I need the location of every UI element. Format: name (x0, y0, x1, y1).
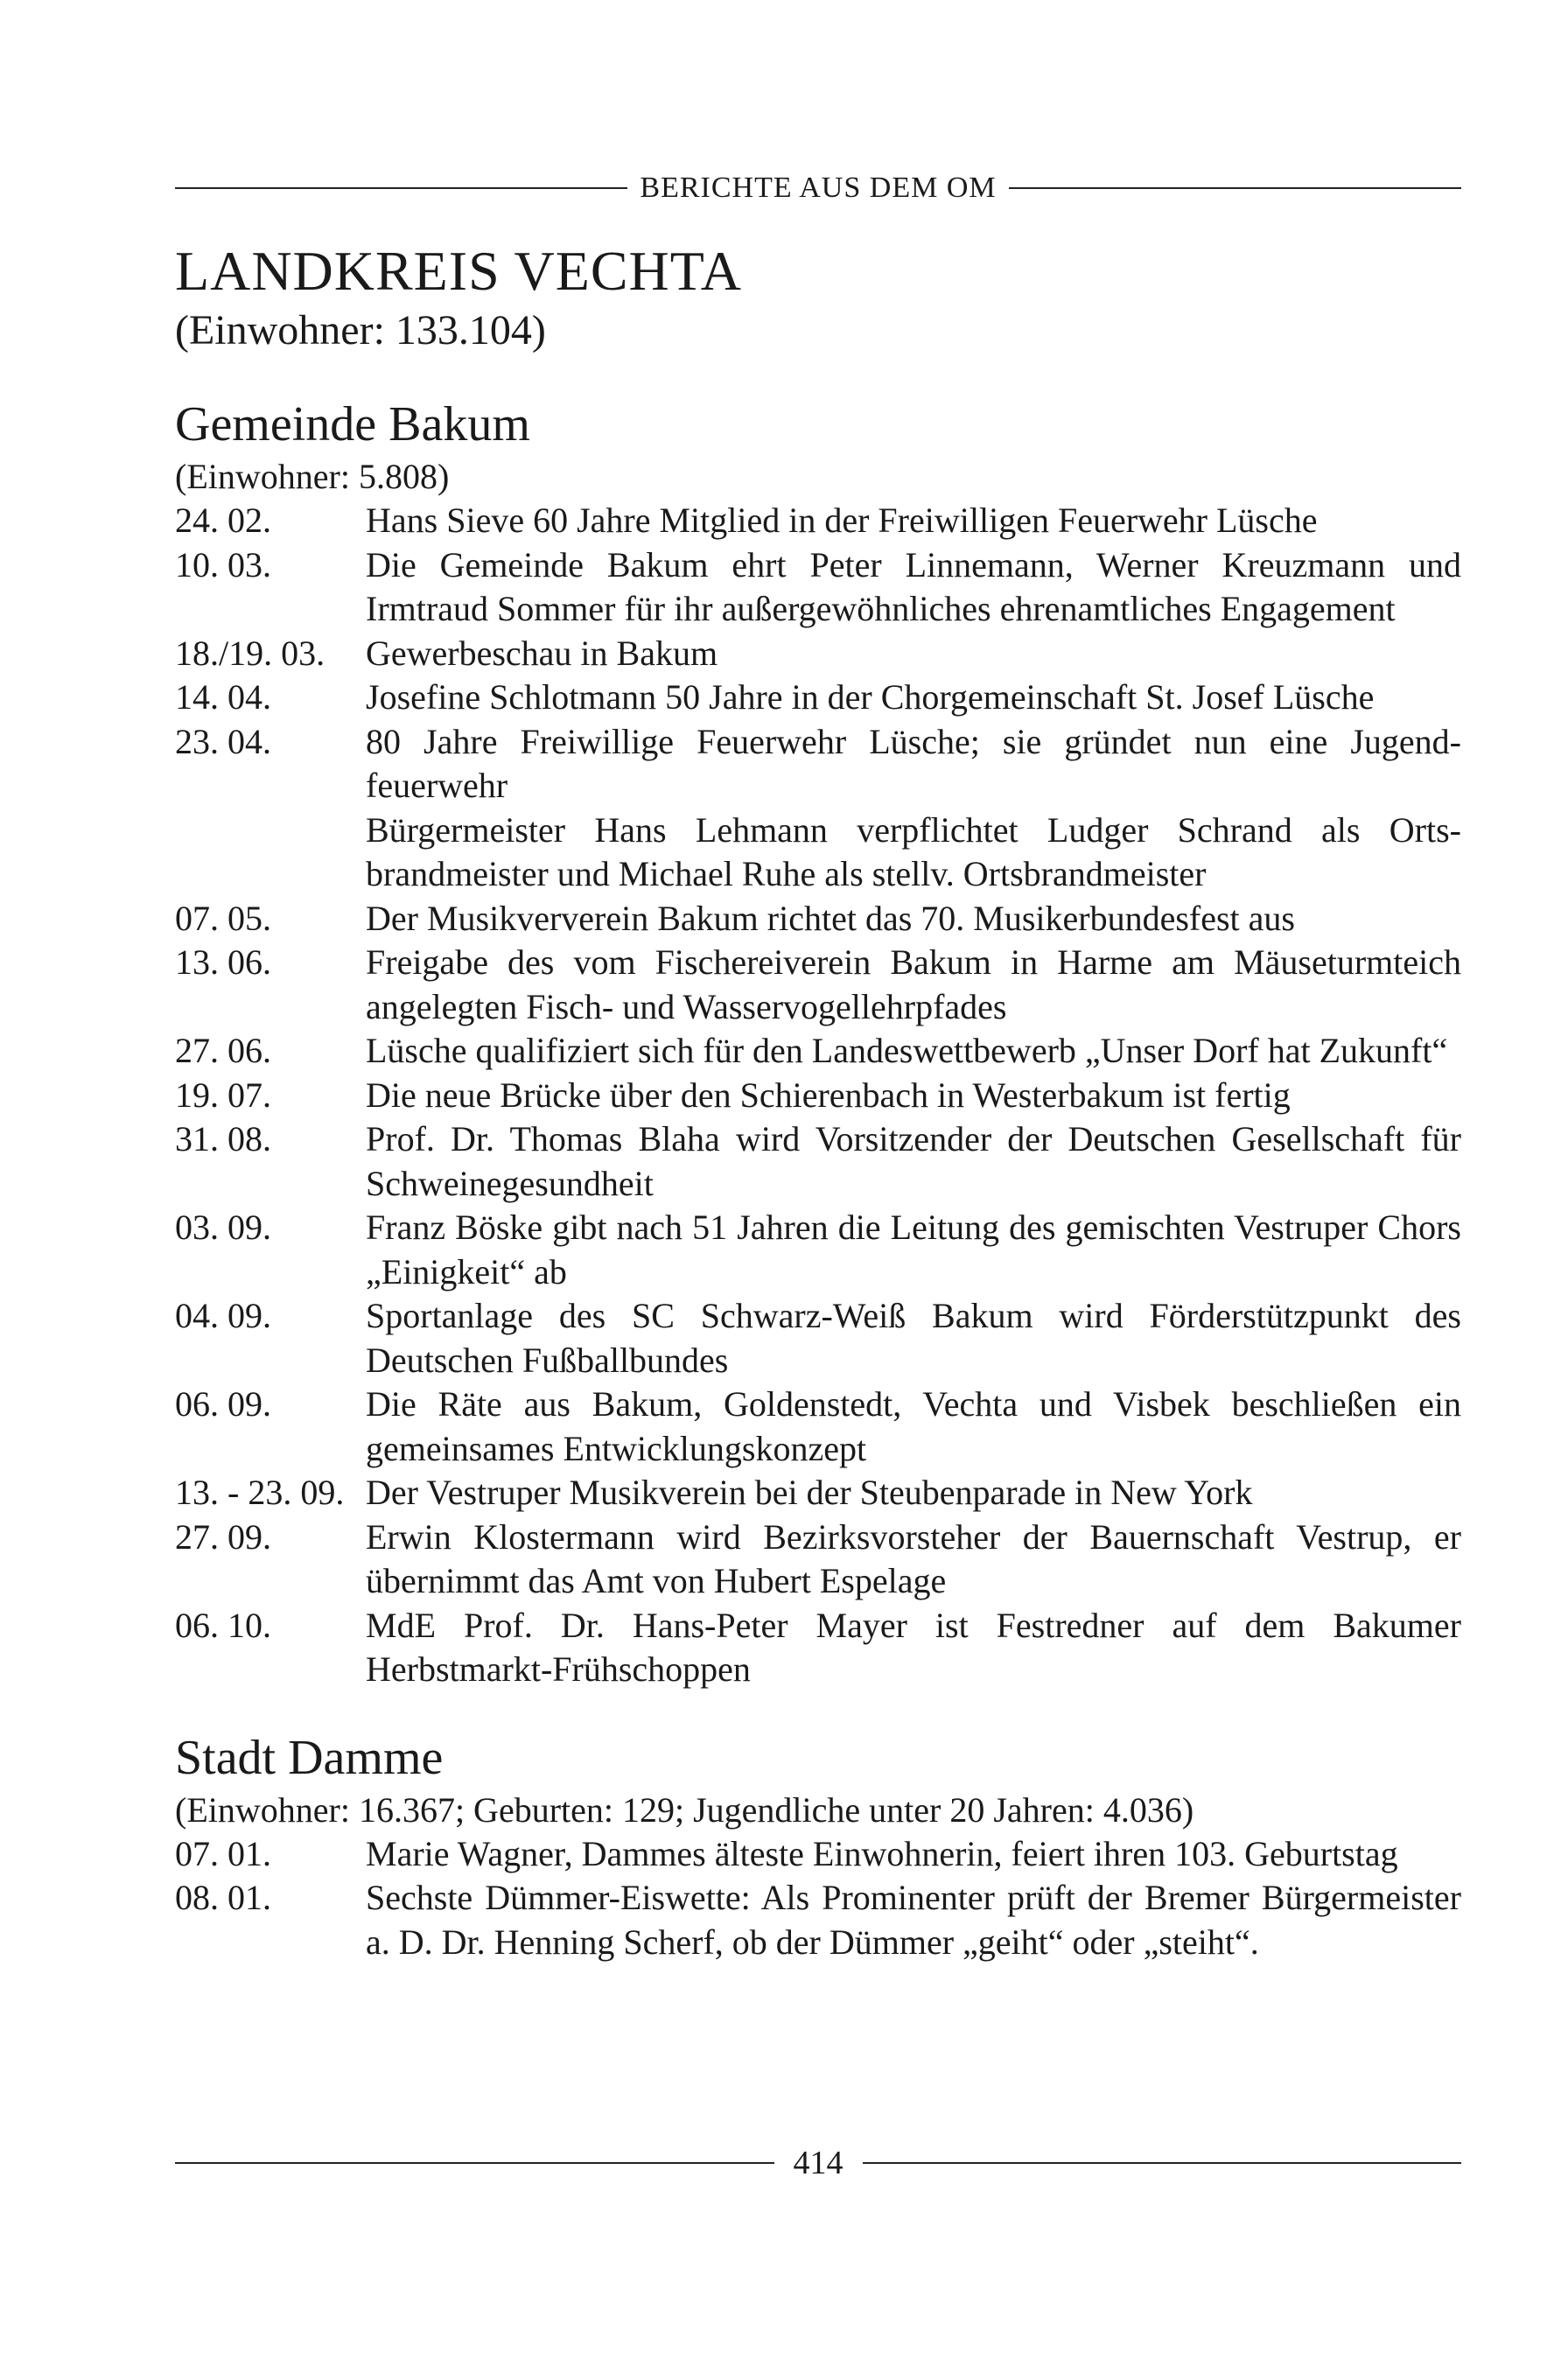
entry-date: 03. 09. (175, 1208, 271, 1247)
entry-text (366, 676, 1461, 720)
chronicle-entry (175, 1832, 1461, 1877)
section-title: Gemeinde Bakum (175, 397, 530, 452)
entry-paragraph: Franz Böske gibt nach 51 Jahren die Leitung des gemischten Vestruper Chors „Einigkeit“ ab (366, 1208, 1461, 1292)
entry-date: 18./19. 03. (175, 633, 326, 673)
entry-paragraph: Freigabe des vom Fischereiverein Bakum in Harme am Mäuseturmteich angelegten Fisch- und Wasservogellehrpfades (366, 942, 1461, 1026)
entry-paragraph: 80 Jahre Freiwillige Feuerwehr Lüsche; sie gründet nun eine Jugendfeuerwehr (366, 721, 1461, 805)
sections-container (175, 394, 1461, 1964)
entry-date: 10. 03. (175, 544, 271, 584)
entry-date: 24. 02. (175, 500, 271, 540)
entry-paragraph: Die Gemeinde Bakum ehrt Peter Linnemann, Werner Kreuzmann und Irmtraud Sommer für ihr außergewöhnliches ehrenamtliches Engagement (366, 544, 1461, 628)
page-footer (175, 2144, 1461, 2182)
entry-date: 07. 01. (175, 1833, 271, 1873)
section (175, 1727, 1461, 1965)
section-population: (Einwohner: 16.367; Geburten: 129; Jugendliche unter 20 Jahren: 4.036) (175, 1789, 1194, 1830)
entry-date: 27. 09. (175, 1516, 271, 1557)
entry-text (366, 941, 1461, 1029)
chronicle-entry (175, 1074, 1461, 1118)
header-rule-right (1009, 187, 1461, 189)
chronicle-entry (175, 1604, 1461, 1692)
chronicle-entry (175, 1117, 1461, 1206)
chronicle-entry (175, 1516, 1461, 1604)
entry-paragraph: Hans Sieve 60 Jahre Mitglied in der Freiwilligen Feuerwehr Lüsche (366, 500, 1318, 540)
entry-text (366, 1604, 1461, 1692)
running-header-title: BERICHTE AUS DEM OM (640, 172, 997, 204)
entry-paragraph: Die neue Brücke über den Schierenbach in Westerbakum ist fertig (366, 1074, 1291, 1115)
section-population: (Einwohner: 5.808) (175, 457, 450, 496)
entry-paragraph: MdE Prof. Dr. Hans-Peter Mayer ist Festredner auf dem Bakumer Herbstmarkt-Frühschoppen (366, 1605, 1461, 1689)
entry-date: 13. 06. (175, 942, 271, 982)
entry-text (366, 499, 1461, 543)
entry-paragraph: Marie Wagner, Dammes älteste Einwohnerin, feiert ihren 103. Geburtstag (366, 1833, 1398, 1873)
chronicle-entry (175, 1206, 1461, 1294)
entry-paragraph: Josefine Schlotmann 50 Jahre in der Chorgemeinschaft St. Josef Lüsche (366, 677, 1375, 717)
entry-text (366, 632, 1461, 676)
entry-text (366, 1206, 1461, 1294)
header-rule-left (175, 187, 627, 189)
section (175, 394, 1461, 1692)
running-header (175, 172, 1461, 205)
entry-text (366, 1471, 1461, 1516)
entry-date: 04. 09. (175, 1296, 271, 1335)
chronicle-entry (175, 720, 1461, 897)
entry-text (366, 1876, 1461, 1964)
entry-paragraph: Erwin Klostermann wird Bezirksvorsteher der Bauernschaft Vestrup, er übernimmt das Amt von Hubert Espelage (366, 1516, 1461, 1600)
entry-paragraph: Die Räte aus Bakum, Goldenstedt, Vechta und Visbek beschließen ein gemeinsames Entwicklungskonzept (366, 1384, 1461, 1468)
entry-paragraph: Prof. Dr. Thomas Blaha wird Vorsitzender der Deutschen Gesellschaft für Schweinegesundheit (366, 1119, 1461, 1203)
entry-date: 27. 06. (175, 1031, 271, 1070)
chronicle-entry (175, 632, 1461, 676)
entry-text (366, 1832, 1461, 1877)
entry-paragraph: Sechste Dümmer-Eiswette: Als Prominenter prüft der Bremer Bürgermeister a. D. Dr. Henning Scherf, ob der Dümmer „geiht“ oder „steiht“. (366, 1878, 1461, 1962)
entry-text (366, 1029, 1461, 1074)
chronicle-entry (175, 1382, 1461, 1471)
entry-text (366, 1294, 1461, 1382)
chronicle-entry (175, 499, 1461, 543)
entry-date: 19. 07. (175, 1074, 271, 1115)
entry-date: 07. 05. (175, 898, 271, 938)
district-title: LANDKREIS VECHTA (175, 240, 742, 302)
page-number: 414 (793, 2145, 844, 2181)
entry-paragraph: Lüsche qualifiziert sich für den Landeswettbewerb „Unser Dorf hat Zukunft“ (366, 1031, 1448, 1070)
entry-paragraph: Sportanlage des SC Schwarz-Weiß Bakum wird Förderstützpunkt des Deutschen Fußballbundes (366, 1296, 1461, 1380)
chronicle-entry (175, 897, 1461, 942)
entry-date: 31. 08. (175, 1119, 271, 1158)
chronicle-entry (175, 1029, 1461, 1074)
section-title: Stadt Damme (175, 1730, 444, 1785)
entry-paragraph: Der Musikververein Bakum richtet das 70. Musikerbundesfest aus (366, 898, 1295, 938)
entry-text (366, 1516, 1461, 1604)
entry-date: 06. 10. (175, 1605, 271, 1645)
entry-date: 13. - 23. 09. (175, 1473, 345, 1512)
entry-paragraph: Gewerbeschau in Bakum (366, 633, 718, 673)
chronicle-entry (175, 1876, 1461, 1964)
chronicle-entry (175, 1471, 1461, 1516)
entry-date: 23. 04. (175, 721, 271, 761)
district-population: (Einwohner: 133.104) (175, 307, 546, 354)
footer-rule-left (175, 2162, 774, 2164)
chronicle-entry (175, 1294, 1461, 1382)
chronicle-entry (175, 676, 1461, 720)
entry-text (366, 1074, 1461, 1118)
chronicle-entry (175, 543, 1461, 632)
entry-text (366, 1117, 1461, 1206)
entry-date: 08. 01. (175, 1878, 271, 1917)
entry-text (366, 720, 1461, 897)
footer-rule-right (863, 2162, 1462, 2164)
entry-paragraph: Bürgermeister Hans Lehmann verpflichtet Ludger Schrand als Ortsbrandmeister und Michael Ruhe als stellv. Ortsbrandmeister (366, 809, 1461, 893)
entry-text (366, 897, 1461, 942)
page-content (175, 238, 1461, 1999)
entry-date: 14. 04. (175, 677, 271, 717)
chronicle-entry (175, 941, 1461, 1029)
entry-text (366, 543, 1461, 632)
entry-text (366, 1382, 1461, 1471)
entry-date: 06. 09. (175, 1384, 271, 1424)
entry-paragraph: Der Vestruper Musikverein bei der Steubenparade in New York (366, 1473, 1253, 1512)
